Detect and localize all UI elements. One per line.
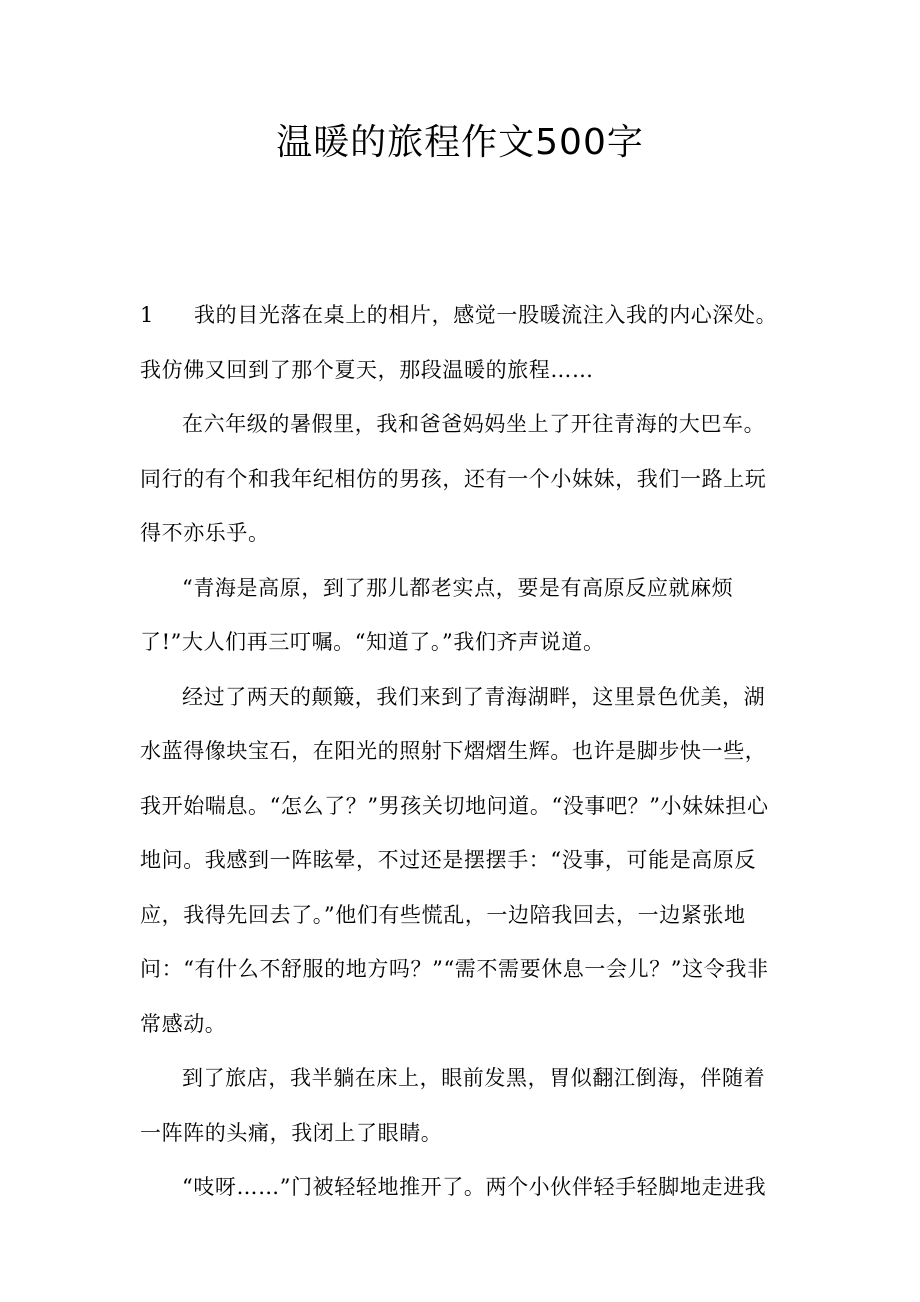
- paragraph-3: “青海是高原，到了那儿都老实点，要是有高原反应就麻烦了!”大人们再三叮嘱。“知道了。”我们齐声说道。: [140, 575, 734, 654]
- paragraph-text: 我的目光落在桌上的相片，感觉一股暖流注入我的内心深处。我仿佛又回到了那个夏天，那段温暖的旅程……: [140, 303, 778, 382]
- paragraph-6: “吱呀……”门被轻轻地推开了。两个小伙伴轻手轻脚地走进我: [182, 1175, 767, 1199]
- paragraph-2: 在六年级的暑假里，我和爸爸妈妈坐上了开往青海的大巴车。同行的有个和我年纪相仿的男孩，还有一个小妹妹，我们一路上玩得不亦乐乎。: [140, 412, 767, 545]
- paragraph-4: 经过了两天的颠簸，我们来到了青海湖畔，这里景色优美，湖水蓝得像块宝石，在阳光的照射下熠熠生辉。也许是脚步快一些，我开始喘息。“怎么了？”男孩关切地问道。“没事吧？”小妹妹担心地问。我感到一阵眩晕，不过还是摆摆手：“没事，可能是高原反应，我得先回去了。”他们有些慌乱，一边陪我回去，一边紧张地问：“有什么不舒服的地方吗？”“需不需要休息一会儿？”这令我非常感动。: [140, 684, 769, 1036]
- paragraph-1: [140, 288, 785, 397]
- document-body: [140, 288, 785, 1215]
- paragraph-5: 到了旅店，我半躺在床上，眼前发黑，胃似翻江倒海，伴随着一阵阵的头痛，我闭上了眼睛。: [140, 1066, 766, 1145]
- document-title: 温暖的旅程作文500字: [276, 122, 644, 163]
- paragraph-number: 1: [140, 303, 154, 327]
